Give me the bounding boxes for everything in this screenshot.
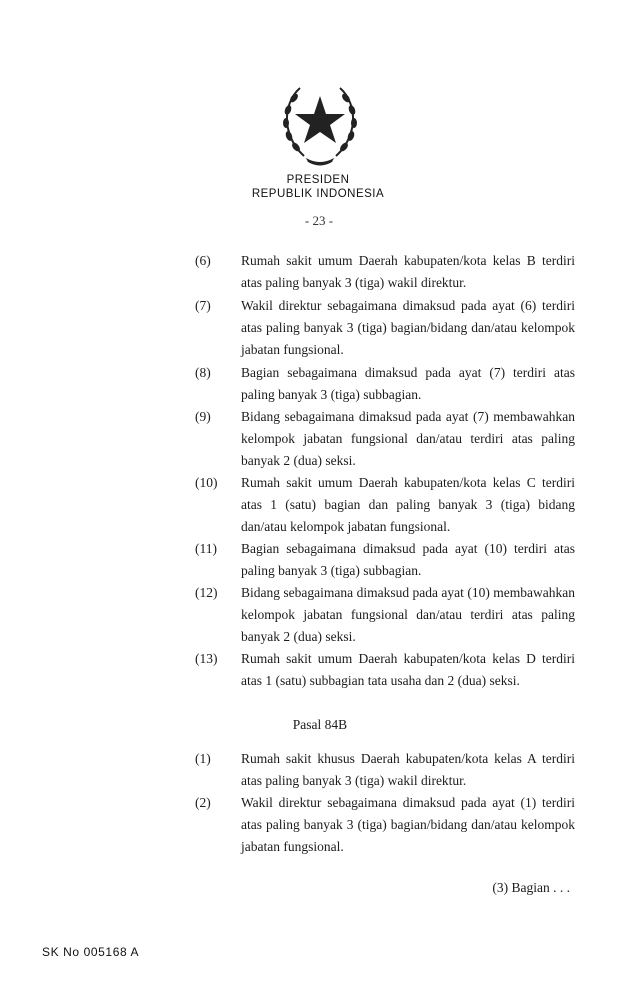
continuation-note: (3) Bagian . . . [492, 880, 570, 895]
paragraph-text: Wakil direktur sebagaimana dimaksud pada ayat (6) terdiri atas paling banyak 3 (tiga) bagian/bidang dan/atau kelompok jabatan fungsional. [241, 298, 575, 357]
paragraph-text: Bagian sebagaimana dimaksud pada ayat (7) terdiri atas paling banyak 3 (tiga) subbagian. [241, 365, 575, 402]
paragraph-number: (12) [195, 585, 218, 600]
paragraph-number: (13) [195, 651, 218, 666]
paragraph-text: Rumah sakit khusus Daerah kabupaten/kota kelas A terdiri atas paling banyak 3 (tiga) wakil direktur. [241, 751, 575, 788]
paragraph-text: Rumah sakit umum Daerah kabupaten/kota kelas D terdiri atas 1 (satu) subbagian tata usaha dan 2 (dua) seksi. [241, 651, 575, 688]
paragraph-text: Bidang sebagaimana dimaksud pada ayat (10) membawahkan kelompok jabatan fungsional dan/atau terdiri atas paling banyak 2 (dua) seksi. [241, 585, 575, 644]
header-republik-indonesia: REPUBLIK INDONESIA [251, 188, 385, 200]
paragraph-8 [195, 362, 575, 406]
paragraph-6 [195, 250, 575, 294]
paragraph-text: Bagian sebagaimana dimaksud pada ayat (10) terdiri atas paling banyak 3 (tiga) subbagian. [241, 541, 575, 578]
paragraph-9 [195, 406, 575, 472]
paragraph-number: (8) [195, 365, 211, 380]
document-serial-number: SK No 005168 A [42, 945, 140, 959]
paragraph-text: Bidang sebagaimana dimaksud pada ayat (7) membawahkan kelompok jabatan fungsional dan/atau terdiri atas paling banyak 2 (dua) seksi. [241, 409, 575, 468]
paragraph-number: (2) [195, 795, 211, 810]
header-presiden: PRESIDEN [286, 174, 350, 186]
paragraph-number: (6) [195, 253, 211, 268]
page-number: - 23 - [304, 213, 334, 228]
pasal-paragraph-2 [195, 792, 575, 858]
paragraph-10 [195, 472, 575, 538]
paragraph-number: (9) [195, 409, 211, 424]
paragraph-text: Wakil direktur sebagaimana dimaksud pada ayat (1) terdiri atas paling banyak 3 (tiga) bagian/bidang dan/atau kelompok jabatan fungsional. [241, 795, 575, 854]
paragraph-text: Rumah sakit umum Daerah kabupaten/kota kelas B terdiri atas paling banyak 3 (tiga) wakil direktur. [241, 253, 575, 290]
paragraph-number: (10) [195, 475, 218, 490]
paragraph-12 [195, 582, 575, 648]
paragraph-number: (7) [195, 298, 211, 313]
pasal-paragraph-1 [195, 748, 575, 792]
presidential-emblem-icon [270, 70, 370, 170]
paragraph-number: (1) [195, 751, 211, 766]
paragraph-13 [195, 648, 575, 692]
pasal-title: Pasal 84B [292, 717, 348, 732]
paragraph-7 [195, 295, 575, 361]
paragraph-text: Rumah sakit umum Daerah kabupaten/kota kelas C terdiri atas 1 (satu) bagian dan paling banyak 3 (tiga) bidang dan/atau kelompok jabatan fungsional. [241, 475, 575, 534]
paragraph-11 [195, 538, 575, 582]
paragraph-number: (11) [195, 541, 217, 556]
